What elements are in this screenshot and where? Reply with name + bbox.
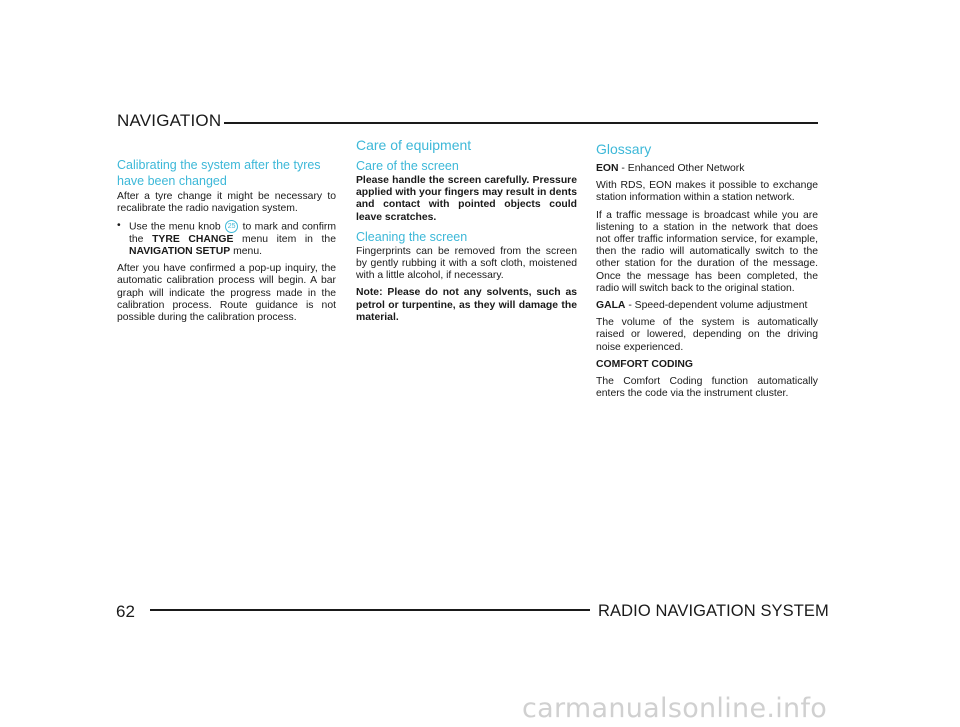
comfort-term: COMFORT CODING — [596, 358, 693, 370]
menu-item-tyre-change: TYRE CHANGE — [152, 233, 234, 245]
calibration-heading — [117, 157, 336, 189]
care-section-title: Care of equipment — [356, 137, 472, 153]
calibration-heading-line1: Calibrating the system after the tyres — [117, 158, 321, 172]
column-care — [356, 137, 577, 329]
comfort-para: The Comfort Coding function automatically enters the code via the instrument cluster. — [596, 376, 818, 400]
page-section-title: NAVIGATION — [117, 111, 222, 130]
gala-def: - Speed-dependent volume adjustment — [628, 300, 808, 312]
gala-term: GALA — [596, 300, 626, 312]
watermark: carmanualsonline.info — [522, 693, 828, 724]
eon-para-2: If a traffic message is broadcast while you are listening to a station in the network that does not offer traffic information service, for example, then the radio will automatically switch to the other station for the duration of the message. Once the message has been completed, the radio will switch back to the original station. — [596, 209, 818, 294]
gala-para: The volume of the system is automatically raised or lowered, depending on the driving noise experienced. — [596, 317, 818, 353]
bullet-text-4: menu. — [233, 246, 262, 258]
footer-rule — [150, 609, 590, 611]
glossary-gala — [596, 300, 818, 312]
footer-title: RADIO NAVIGATION SYSTEM — [598, 602, 829, 620]
bullet-dot: • — [117, 220, 121, 232]
column-calibration — [117, 157, 336, 329]
glossary-eon — [596, 163, 818, 175]
calibration-heading-line2: have been changed — [117, 174, 227, 188]
calibration-bullet — [117, 220, 336, 258]
care-screen-title: Care of the screen — [356, 159, 459, 173]
eon-term: EON — [596, 163, 619, 174]
menu-navigation-setup: NAVIGATION SETUP — [129, 246, 231, 258]
cleaning-text: Fingerprints can be removed from the screen by gently rubbing it with a soft cloth, moistened with a little alcohol, if necessary. — [356, 245, 577, 282]
bullet-text-3: menu item in the — [242, 233, 336, 245]
eon-para-1: With RDS, EON makes it possible to exchange station information within a station network. — [596, 180, 818, 204]
bullet-text-2: to mark and confirm the — [129, 221, 337, 245]
care-screen-text: Please handle the screen carefully. Pressure applied with your fingers may result in dents and contact with pointed objects could leave scratches. — [356, 175, 577, 223]
cleaning-title: Cleaning the screen — [356, 229, 468, 244]
cleaning-note: Note: Please do not any solvents, such as petrol or turpentine, as they will damage the material. — [356, 287, 577, 323]
header-rule — [224, 122, 818, 124]
glossary-title: Glossary — [596, 141, 652, 157]
calibration-after: After you have confirmed a pop-up inquiry, the automatic calibration process will begin. A bar graph will indicate the progress made in the calibration process. Route guidance is not possible during the calibration process. — [117, 263, 336, 324]
bullet-text-1: Use the menu knob — [129, 221, 221, 233]
column-glossary — [596, 141, 818, 405]
calibration-intro: After a tyre change it might be necessary to recalibrate the radio navigation system. — [117, 191, 336, 215]
eon-def: - Enhanced Other Network — [621, 163, 745, 174]
menu-knob-icon: 25 — [225, 220, 238, 233]
page-number: 62 — [116, 602, 135, 621]
